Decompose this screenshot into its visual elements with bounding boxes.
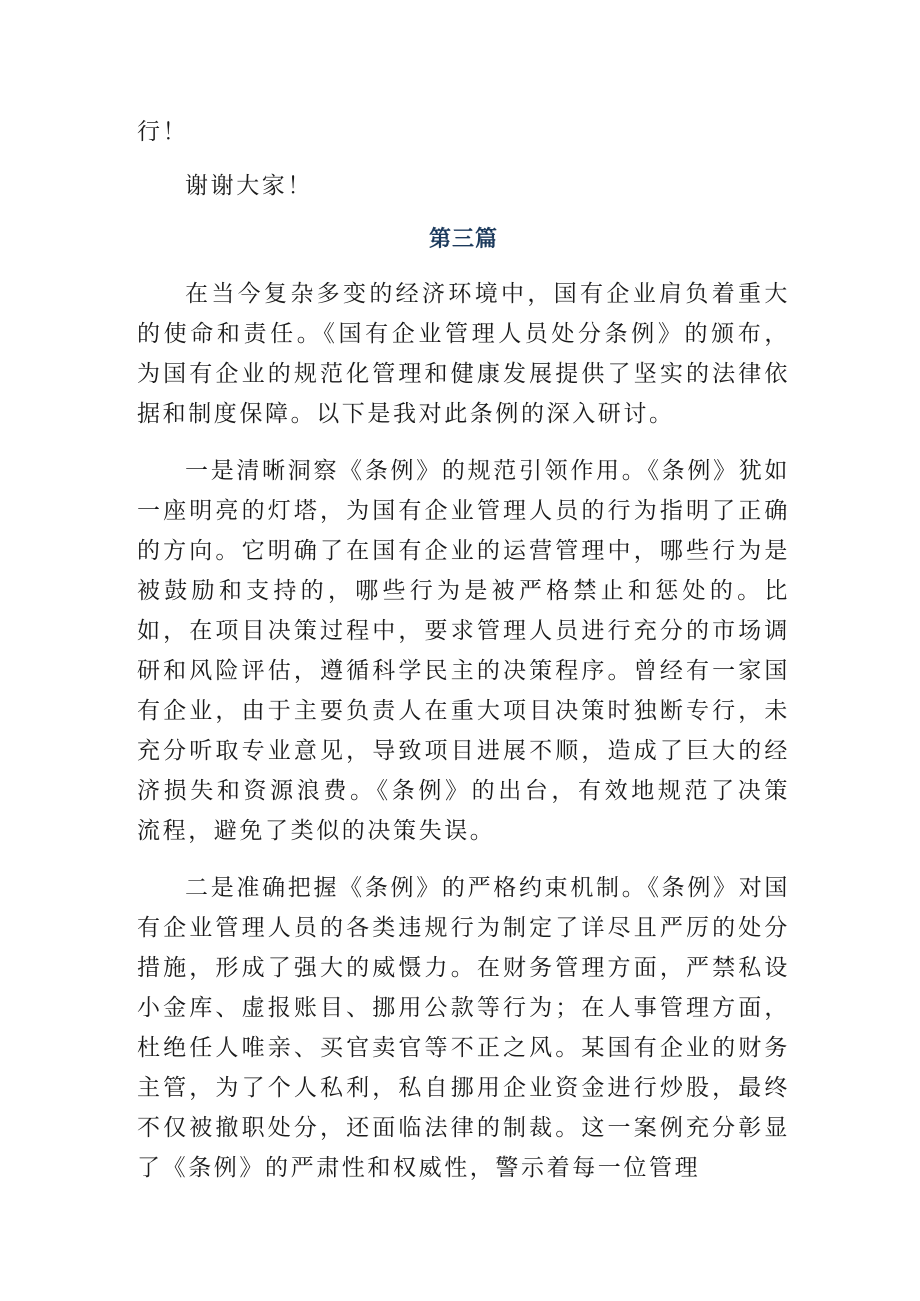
paragraph-intro: 在当今复杂多变的经济环境中，国有企业肩负着重大的使命和责任。《国有企业管理人员处分条例》的颁布，为国有企业的规范化管理和健康发展提供了坚实的法律依据和制度保障。以下是我对此条例的深入研讨。 — [137, 281, 790, 427]
continuation-text: 行！ — [137, 119, 189, 145]
paragraph-point-two: 二是准确把握《条例》的严格约束机制。《条例》对国有企业管理人员的各类违规行为制定了详尽且严厉的处分措施，形成了强大的威慑力。在财务管理方面，严禁私设小金库、虚报账目、挪用公款等行为；在人事管理方面，杜绝任人唯亲、买官卖官等不正之风。某国有企业的财务主管，为了个人私利，私自挪用企业资金进行炒股，最终不仅被撤职处分，还面临法律的制裁。这一案例充分彰显了《条例》的严肃性和权威性，警示着每一位管理 — [137, 875, 790, 1181]
paragraph-point-one: 一是清晰洞察《条例》的规范引领作用。《条例》犹如一座明亮的灯塔，为国有企业管理人员的行为指明了正确的方向。它明确了在国有企业的运营管理中，哪些行为是被鼓励和支持的，哪些行为是被严格禁止和惩处的。比如，在项目决策过程中，要求管理人员进行充分的市场调研和风险评估，遵循科学民主的决策程序。曾经有一家国有企业，由于主要负责人在重大项目决策时独断专行，未充分听取专业意见，导致项目进展不顺，造成了巨大的经济损失和资源浪费。《条例》的出台，有效地规范了决策流程，避免了类似的决策失误。 — [137, 458, 790, 844]
thanks-text: 谢谢大家！ — [185, 173, 313, 199]
section-title: 第三篇 — [428, 227, 498, 252]
